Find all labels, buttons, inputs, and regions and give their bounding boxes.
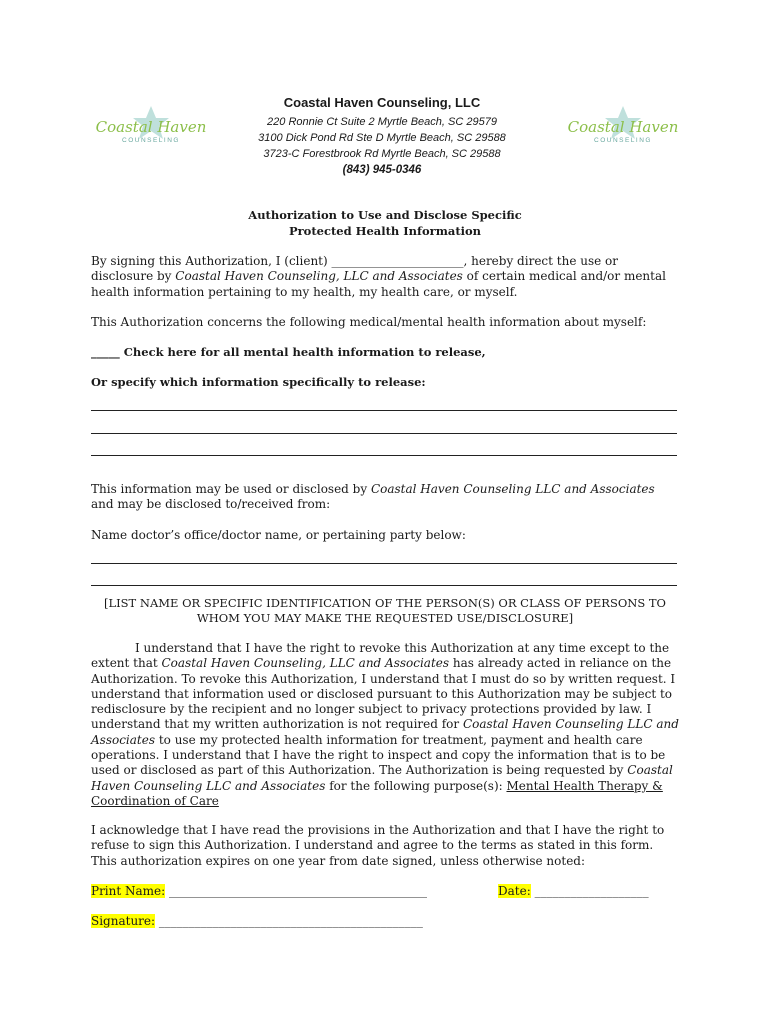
date-row xyxy=(498,883,649,899)
text: and may be disclosed to/received from: xyxy=(91,497,331,512)
specify-label: Or specify which information specifically to release: xyxy=(91,375,426,389)
signature-label: Signature: xyxy=(91,914,156,928)
company-reference: Coastal Haven Counseling, LLC and Associates xyxy=(175,269,463,284)
letterhead xyxy=(0,92,770,182)
text: has already acted in reliance on the Authorization. To revoke this Authorization, I understand that I must do so by written request. I understand that information used or disclosed pursuant to this Authorization may be subject to redisclosure by the recipient and no longer subject to privacy protections provided by law. I understand that my written authorization is not required for xyxy=(91,656,676,732)
form-title xyxy=(0,207,770,239)
company-logo-left xyxy=(96,104,206,148)
specify-line-2[interactable] xyxy=(91,433,677,434)
phone-number: (843) 945-0346 xyxy=(342,164,422,176)
print-name-row xyxy=(91,883,427,899)
signature-field[interactable]: ____________________________________________ xyxy=(155,914,423,928)
company-reference: Coastal Haven Counseling LLC and Associates xyxy=(91,763,673,793)
print-name-label: Print Name: xyxy=(91,884,166,898)
date-label: Date: xyxy=(498,884,531,898)
text: By signing this Authorization, I (client) ______________________, hereby direct the use or disclosure by xyxy=(91,254,619,284)
logo-subtext: COUNSELING xyxy=(594,137,652,144)
logo-text: Coastal Haven xyxy=(96,118,206,136)
doctor-line-1[interactable] xyxy=(91,563,677,564)
company-reference: Coastal Haven Counseling LLC and Associates xyxy=(91,717,679,747)
rights-paragraph xyxy=(91,641,679,809)
specify-line-3[interactable] xyxy=(91,455,677,456)
disclosure-paragraph xyxy=(91,482,679,513)
signature-row xyxy=(91,913,423,929)
logo-subtext: COUNSELING xyxy=(122,137,180,144)
company-reference: Coastal Haven Counseling LLC and Associates xyxy=(370,482,655,496)
address-line-2: 3100 Dick Pond Rd Ste D Myrtle Beach, SC 29588 xyxy=(258,132,506,144)
check-all-option[interactable]: _____ Check here for all mental health information to release, xyxy=(91,345,486,359)
company-name: Coastal Haven Counseling, LLC xyxy=(283,95,481,110)
text: for the following purpose(s): xyxy=(325,778,507,793)
logo-text: Coastal Haven xyxy=(568,118,678,136)
address-line-3: 3723-C Forestbrook Rd Myrtle Beach, SC 29588 xyxy=(263,148,501,160)
acknowledge-paragraph: I acknowledge that I have read the provisions in the Authorization and that I have the right to refuse to sign this Authorization. I understand and agree to the terms as stated in this form. This authorization expires on one year from date signed, unless otherwise noted: xyxy=(91,823,665,868)
company-reference: Coastal Haven Counseling, LLC and Associates xyxy=(161,656,450,671)
company-logo-right xyxy=(568,104,678,148)
text: I understand that I have the right to revoke this Authorization at any time except to the extent that xyxy=(91,641,670,671)
date-field[interactable]: ___________________ xyxy=(530,884,649,898)
specify-line-1[interactable] xyxy=(91,410,677,411)
intro-paragraph xyxy=(91,254,679,300)
bracket-instruction: [LIST NAME OR SPECIFIC IDENTIFICATION OF THE PERSON(S) OR CLASS OF PERSONS TO WHOM YOU MAY MAKE THE REQUESTED USE/DISCLOSURE] xyxy=(104,596,666,626)
doctor-line-2[interactable] xyxy=(91,585,677,586)
text: This information may be used or disclosed by xyxy=(91,482,371,496)
purpose-text: Mental Health Therapy & Coordination of Care xyxy=(91,778,663,808)
doctor-name-label: Name doctor’s office/doctor name, or pertaining party below: xyxy=(91,528,466,542)
text: to use my protected health information for treatment, payment and health care operations. I understand that I have the right to inspect and copy the information that is to be used or disclosed as part of this Authorization. The Authorization is being requested by xyxy=(91,732,666,778)
address-line-1: 220 Ronnie Ct Suite 2 Myrtle Beach, SC 29579 xyxy=(267,116,497,128)
print-name-field[interactable]: ___________________________________________ xyxy=(165,884,428,898)
concerns-paragraph: This Authorization concerns the following medical/mental health information about myself: xyxy=(91,315,647,329)
text: of certain medical and/or mental health information pertaining to my health, my health care, or myself. xyxy=(91,269,666,299)
title-line-2: Protected Health Information xyxy=(288,224,482,238)
letterhead-text xyxy=(232,92,532,178)
title-line-1: Authorization to Use and Disclose Specific xyxy=(248,208,522,222)
